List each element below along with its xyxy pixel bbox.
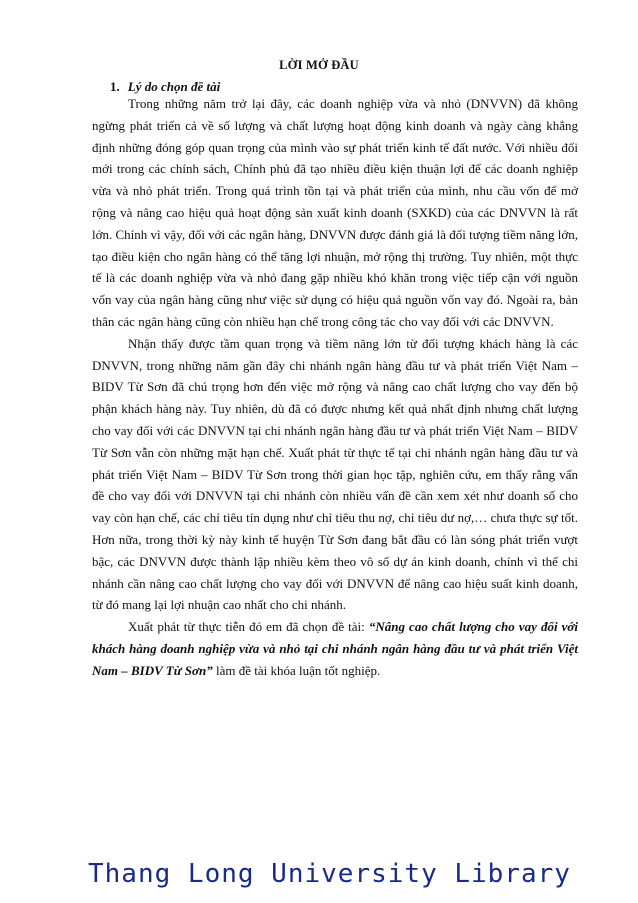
section-number: 1. — [110, 79, 120, 94]
paragraph-3 — [92, 616, 578, 681]
section-heading-text: Lý do chọn đề tài — [127, 79, 221, 94]
page-title: LỜI MỞ ĐẦU — [279, 58, 359, 72]
library-watermark: Thang Long University Library — [88, 859, 571, 889]
paragraph-2: Nhận thấy được tầm quan trọng và tiềm năng lớn từ đối tượng khách hàng là các DNVVN, trong những năm gần đây chi nhánh ngân hàng đầu tư và phát triển Việt Nam – BIDV Từ Sơn đã chú trọng hơn đến việc mở rộng và nâng cao chất lượng cho vay đến bộ phận khách hàng này. Tuy nhiên, dù đã có được nhưng kết quả nhất định nhưng chất lượng cho vay đối với các DNVVN tại chi nhánh ngân hàng đầu tư và phát triển Việt Nam – BIDV Từ Sơn vẫn còn những mặt hạn chế. Xuất phát từ thực tế tại chi nhánh ngân hàng đầu tư và phát triển Việt Nam – BIDV Từ Sơn trong thời gian học tập, nghiên cứu, em thấy rằng vấn đề cho vay đối với DNVVN tại chi nhánh còn nhiều vấn đề cần xem xét như doanh số cho vay còn hạn chế, các chỉ tiêu tín dụng như chỉ tiêu thu nợ, chỉ tiêu dư nợ,… chưa thực sự tốt. Hơn nữa, trong thời kỳ này kinh tế huyện Từ Sơn đang bắt đầu có làn sóng phát triển vượt bậc, các DNVVN được thành lập nhiều kèm theo vô số dự án kinh doanh, chính vì thế chi nhánh cần nâng cao chất lượng cho vay đối với DNVVN để nâng cao hiệu suất kinh doanh, từ đó mang lại lợi nhuận cao nhất cho chi nhánh. — [92, 335, 578, 613]
paragraph-3-intro: Xuất phát từ thực tiễn đó em đã chọn đề tài: — [128, 619, 369, 635]
body-text — [92, 93, 578, 682]
paragraph-3-outro: làm đề tài khóa luận tốt nghiệp. — [212, 662, 381, 678]
thesis-topic: “Nâng cao chất lượng cho vay đối với khách hàng doanh nghiệp vừa và nhỏ tại chi nhánh ngân hàng đầu tư và phát triển Việt Nam – BIDV Từ Sơn” — [92, 619, 578, 678]
paragraph-1: Trong những năm trở lại đây, các doanh nghiệp vừa và nhỏ (DNVVN) đã không ngừng phát triển cả về số lượng và chất lượng hoạt động kinh doanh và ngày càng khẳng định những đóng góp quan trọng của mình vào sự phát triển kinh tế đất nước. Với nhiều đổi mới trong các chính sách, Chính phủ đã tạo nhiều điều kiện thuận lợi để các doanh nghiệp vừa và nhỏ phát triển. Trong quá trình tồn tại và phát triển của mình, nhu cầu vốn để mở rộng và nâng cao hiệu quả hoạt động sản xuất kinh doanh (SXKD) của các DNVVN là rất lớn. Chính vì vậy, đối với các ngân hàng, DNVVN được đánh giá là đối tượng tiềm năng lớn, tạo điều kiện cho ngân hàng có thể tăng lợi nhuận, mở rộng thị trường. Tuy nhiên, một thực tế là các doanh nghiệp vừa và nhỏ đang gặp nhiều khó khăn trong việc tiếp cận với nguồn vốn vay của ngân hàng cũng như việc sử dụng có hiệu quả nguồn vốn vay đó. Ngoài ra, bản thân các ngân hàng cũng còn nhiều hạn chế trong công tác cho vay đối với các DNVVN. — [92, 96, 578, 329]
